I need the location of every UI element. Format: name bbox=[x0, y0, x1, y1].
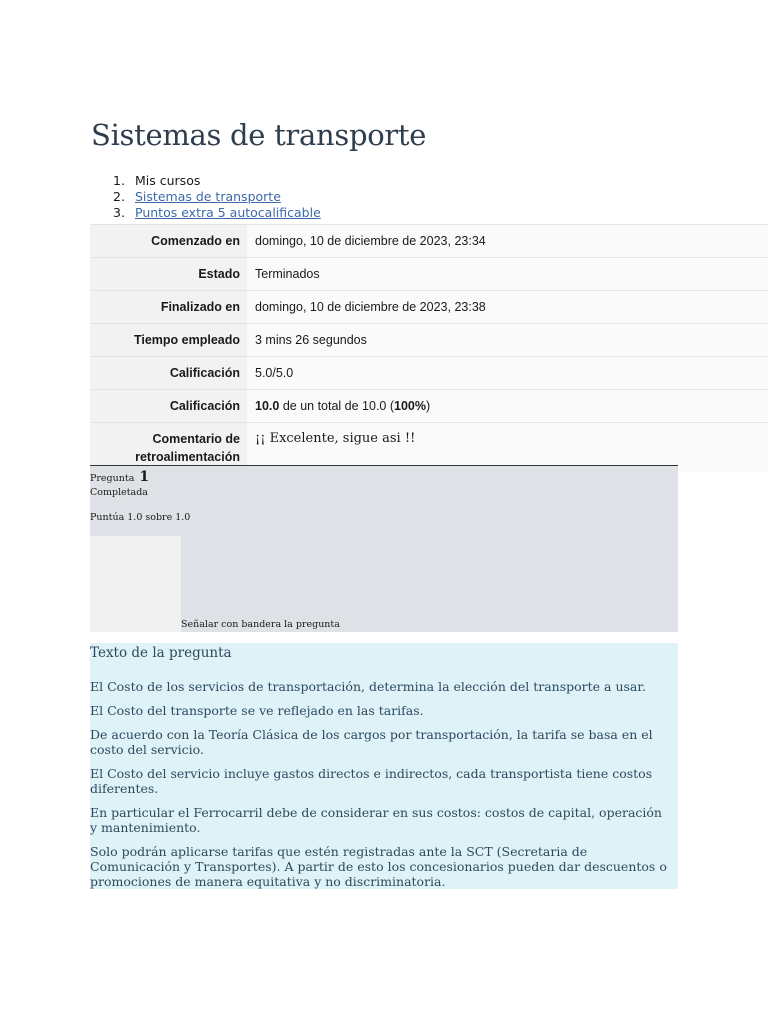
summary-value: 5.0/5.0 bbox=[247, 357, 768, 390]
summary-label: Comenzado en bbox=[90, 225, 247, 258]
breadcrumb-label: Mis cursos bbox=[135, 173, 201, 188]
summary-label: Finalizado en bbox=[90, 291, 247, 324]
grade-total-text: de un total de 10.0 ( bbox=[279, 399, 395, 413]
breadcrumb-number: 3. bbox=[113, 205, 125, 220]
breadcrumb bbox=[113, 173, 321, 221]
summary-value: Terminados bbox=[247, 258, 768, 291]
summary-value: 3 mins 26 segundos bbox=[247, 324, 768, 357]
summary-value: domingo, 10 de diciembre de 2023, 23:38 bbox=[247, 291, 768, 324]
question-label: Pregunta bbox=[90, 473, 135, 484]
question-number: 1 bbox=[139, 469, 150, 485]
question-paragraph: Solo podrán aplicarse tarifas que estén registradas ante la SCT (Secretaria de Comunicación y Transportes). A partir de esto los concesionarios pueden dar descuentos o promociones de manera equitativa y no discriminatoria. bbox=[90, 844, 667, 889]
summary-label: Calificación bbox=[90, 390, 247, 423]
question-state: Completada bbox=[90, 487, 148, 498]
flag-question-link[interactable]: Señalar con bandera la pregunta bbox=[181, 619, 340, 630]
question-grade: Puntúa 1.0 sobre 1.0 bbox=[90, 512, 191, 523]
grade-close-paren: ) bbox=[426, 399, 431, 413]
question-text-panel bbox=[90, 643, 678, 889]
question-paragraph: El Costo de los servicios de transportación, determina la elección del transporte a usar. bbox=[90, 679, 646, 694]
question-text-heading: Texto de la pregunta bbox=[90, 645, 232, 661]
page-title: Sistemas de transporte bbox=[91, 118, 427, 152]
breadcrumb-link-course[interactable]: Sistemas de transporte bbox=[135, 189, 281, 204]
grade-percent: 100% bbox=[394, 399, 426, 413]
summary-value-grade bbox=[247, 390, 768, 423]
breadcrumb-link-quiz[interactable]: Puntos extra 5 autocalificable bbox=[135, 205, 321, 220]
question-paragraph: En particular el Ferrocarril debe de considerar en sus costos: costos de capital, operación y mantenimiento. bbox=[90, 805, 662, 835]
breadcrumb-item-mis-cursos bbox=[113, 173, 321, 189]
breadcrumb-item-quiz bbox=[113, 205, 321, 221]
summary-label: Tiempo empleado bbox=[90, 324, 247, 357]
question-info-panel bbox=[90, 466, 678, 632]
breadcrumb-item-course bbox=[113, 189, 321, 205]
summary-value: domingo, 10 de diciembre de 2023, 23:34 bbox=[247, 225, 768, 258]
question-text-body bbox=[90, 679, 670, 898]
attempt-summary-table bbox=[90, 224, 768, 472]
breadcrumb-number: 1. bbox=[113, 173, 125, 188]
summary-label: Estado bbox=[90, 258, 247, 291]
summary-row-time-taken bbox=[90, 324, 768, 357]
summary-value-feedback: ¡¡ Excelente, sigue asi !! bbox=[247, 423, 768, 473]
summary-row-finished bbox=[90, 291, 768, 324]
question-paragraph: De acuerdo con la Teoría Clásica de los cargos por transportación, la tarifa se basa en el costo del servicio. bbox=[90, 727, 653, 757]
feedback-label-line1: Comentario de bbox=[152, 432, 240, 446]
summary-row-state bbox=[90, 258, 768, 291]
summary-row-started bbox=[90, 225, 768, 258]
feedback-label-line2: retroalimentación bbox=[135, 450, 240, 464]
question-number-line bbox=[90, 469, 149, 485]
summary-row-grade bbox=[90, 390, 768, 423]
question-paragraph: El Costo del transporte se ve reflejado en las tarifas. bbox=[90, 703, 424, 718]
summary-row-marks bbox=[90, 357, 768, 390]
breadcrumb-number: 2. bbox=[113, 189, 125, 204]
question-paragraph: El Costo del servicio incluye gastos directos e indirectos, cada transportista tiene costos diferentes. bbox=[90, 766, 653, 796]
flag-icon[interactable] bbox=[90, 536, 181, 632]
grade-score: 10.0 bbox=[255, 399, 280, 413]
summary-label: Calificación bbox=[90, 357, 247, 390]
